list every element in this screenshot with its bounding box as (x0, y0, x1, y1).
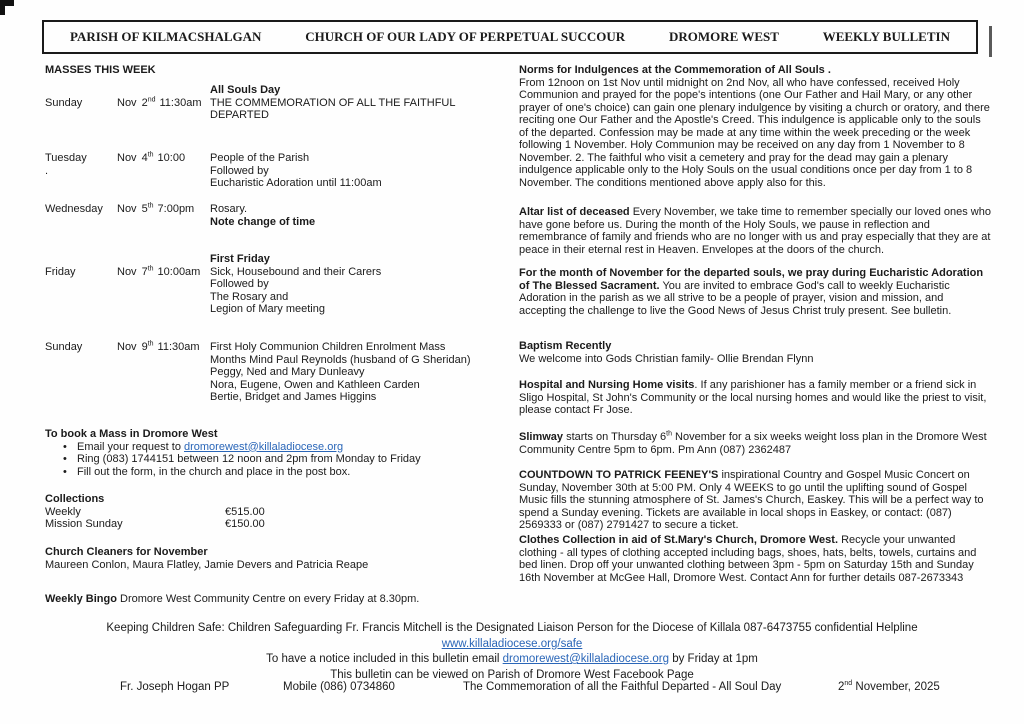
book-mass-bullet: • Email your request to dromorewest@killaladiocese.org (63, 440, 344, 453)
cleaners-names: Maureen Conlon, Maura Flatley, Jamie Devers and Patricia Reape (45, 558, 369, 571)
footer (0, 621, 1024, 683)
mass-row (45, 84, 507, 122)
notice-line: To have a notice included in this bulletin email dromorewest@killaladiocese.org by Friday at 1pm (266, 653, 758, 665)
mass-description: First Friday Sick, Housebound and their Carers Followed by The Rosary and Legion of Mary meeting (210, 253, 382, 315)
occasion-title: The Commemoration of all the Faithful Departed - All Soul Day (463, 681, 782, 693)
safeguarding-link[interactable]: www.killaladiocese.org/safe (441, 637, 583, 650)
mass-description: Rosary. Note change of time (210, 203, 316, 228)
mass-date: Sunday Nov 2nd 11:30am (45, 95, 202, 109)
cleaners-section (45, 546, 507, 571)
masses-heading: MASSES THIS WEEK (45, 64, 156, 76)
church-title: CHURCH OF OUR LADY OF PERPETUAL SUCCOUR (305, 28, 626, 44)
countdown-concert-section: COUNTDOWN TO PATRICK FEENEY'S inspirational Country and Gospel Music Concert on Sunday, November 30th at 5:00 PM. Only 4 WEEKS to go until the uplifting sound of Gospel Music fills the stunning atmosphere of St. James's Church, Easkey. This will be a perfect way to spend a Sunday evening. Tickets are available in local shops in Easkey, or contact: (087) 2569333 or (087) 2791427 to secure a ticket. (519, 469, 984, 531)
november-adoration-section: For the month of November for the departed souls, we pray during Eucharistic Adoration of The Blessed Sacrament. You are invited to embrace God's call to weekly Eucharistic Adoration in the parish as we all strive to be a people of prayer, vision and mission, and accepting the challenge to live the Good News of Jesus Christ truly present. See bulletin. (519, 267, 984, 317)
safeguarding-line: Keeping Children Safe: Children Safeguarding Fr. Francis Mitchell is the Designated Liaison Person for the Diocese of Killala 087-6473755 confidential Helpline (106, 622, 918, 634)
collection-row: Weekly €515.00 (45, 505, 265, 518)
scan-edge-mark (989, 26, 992, 57)
bulletin-title: WEEKLY BULLETIN (822, 28, 950, 44)
hospital-visits-section: Hospital and Nursing Home visits. If any parishioner has a family member or a friend sick in Sligo Hospital, St John's Community or the local nursing homes and would like the priest to visit, please contact Fr Jose. (519, 379, 987, 416)
bulletin-date: 2nd November, 2025 (838, 680, 940, 693)
mass-date: Wednesday Nov 5th 7:00pm (45, 202, 195, 215)
mass-row (45, 152, 507, 190)
parish-title: PARISH OF KILMACSHALGAN (70, 28, 262, 44)
mass-date: Sunday Nov 9th 11:30am (45, 340, 200, 353)
mass-date: Tuesday Nov 4th 10:00 . (45, 151, 186, 177)
bulletin-email-link[interactable]: dromorewest@killaladiocese.org (502, 653, 670, 665)
book-mass-bullet: • Fill out the form, in the church and place in the post box. (63, 465, 351, 478)
book-mass-heading: To book a Mass in Dromore West (45, 428, 218, 440)
baptism-heading: Baptism Recently (519, 340, 612, 352)
collection-amount: €150.00 (225, 518, 265, 530)
book-mass-bullet: • Ring (083) 1744151 between 12 noon and 2pm from Monday to Friday (63, 453, 421, 465)
collection-amount: €515.00 (225, 505, 265, 518)
mass-row (45, 253, 507, 316)
mass-date: Friday Nov 7th 10:00am (45, 264, 201, 278)
clothes-collection-section: Clothes Collection in aid of St.Mary's Church, Dromore West. Recycle your unwanted clothing - all types of clothing accepted including bags, shoes, hats, belts, towels, curtains and bed linen. Drop off your unwanted clothing between 3pm - 5pm on Saturday 15th and Sunday 16th November at McGee Hall, Dromore West. Contact Ann for further details 087-2673343 (519, 534, 977, 584)
norms-section (519, 64, 991, 189)
priest-mobile: Mobile (086) 0734860 (283, 681, 395, 693)
bullet-icon: • (63, 440, 67, 453)
collections-section (45, 493, 507, 531)
mass-row (45, 203, 507, 228)
book-mass-section (45, 428, 507, 478)
norms-heading: Norms for Indulgences at the Commemoration of All Souls . (519, 64, 831, 76)
email-link[interactable]: dromorewest@killaladiocese.org (184, 440, 344, 453)
baptism-text: We welcome into Gods Christian family- Ollie Brendan Flynn (519, 352, 814, 365)
footer-bottom-row (0, 681, 1024, 697)
collections-heading: Collections (45, 493, 105, 505)
bullet-icon: • (63, 465, 67, 478)
altar-list-section: Altar list of deceased Every November, we take time to remember specially our loved ones who have gone before us. During the month of the Holy Souls, we pause in reflection and remembrance of family and friends who are no longer with us and pray especially that they are at peace in their eternal rest in Heaven. Envelopes at the doors of the church. (519, 206, 991, 256)
priest-name: Fr. Joseph Hogan PP (120, 681, 230, 693)
mass-description: People of the Parish Followed by Eucharistic Adoration until 11:00am (210, 152, 382, 189)
norms-body: From 12noon on 1st Nov until midnight on 2nd Nov, all who have confessed, received Holy Communion and prayed for the pope's intentions (one Our Father and Hail Mary, or any other prayer of one's choice) can gain one plenary indulgence by visiting a church or oratory, and there reciting one Our Father and the Apostle's Creed. This indulgence is applicable only to the souls of the departed. Confession may be made at any time within the week preceding or the week following 1 November. Holy Communion may be received on any day from 1 November to 8 November. 2. The faithful who visit a cemetery and pray for the dead may gain a plenary indulgence applicable only to the Holy Souls on the usual conditions once per day from 1 to 8 November. The conditions mentioned above apply also for this. (519, 76, 990, 189)
scan-corner-mark (0, 0, 5, 15)
bullet-icon: • (63, 453, 67, 465)
bingo-section: Weekly Bingo Dromore West Community Centre on every Friday at 8.30pm. (45, 593, 420, 605)
baptism-section (519, 340, 991, 365)
slimway-section: Slimway starts on Thursday 6th November for a six weeks weight loss plan in the Dromore West Community Centre 5pm to 6pm. Pm Ann (087) 2362487 (519, 430, 987, 456)
mass-row (45, 341, 507, 404)
cleaners-heading: Church Cleaners for November (45, 546, 208, 558)
place-title: DROMORE WEST (668, 28, 779, 44)
mass-description: First Holy Communion Children Enrolment Mass Months Mind Paul Reynolds (husband of G Sheridan) Peggy, Ned and Mary Dunleavy Nora, Eugene, Owen and Kathleen Carden Bertie, Bridget and James Higgins (210, 341, 471, 403)
collection-row: Mission Sunday €150.00 (45, 518, 265, 530)
masthead (42, 20, 978, 54)
facebook-line: This bulletin can be viewed on Parish of Dromore West Facebook Page (330, 668, 694, 681)
mass-description: All Souls Day THE COMMEMORATION OF ALL THE FAITHFUL DEPARTED (210, 84, 456, 121)
